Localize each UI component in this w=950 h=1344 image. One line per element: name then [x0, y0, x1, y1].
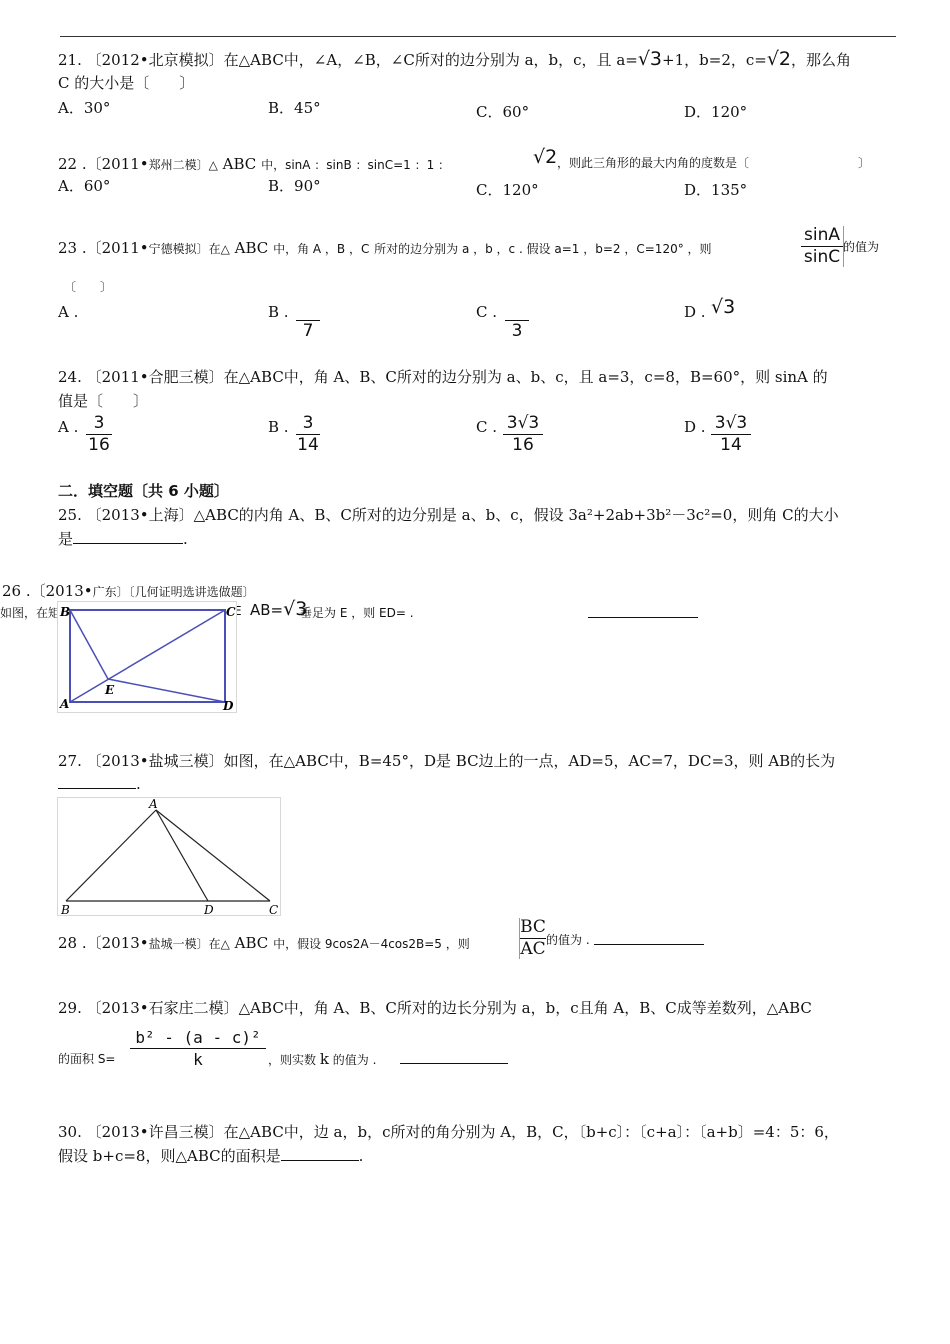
- q27-side-ac: [156, 810, 270, 901]
- q22-option-c: C．120°: [476, 181, 539, 199]
- q21-sqrt3: √3: [637, 48, 663, 70]
- q22-text-c: ABC: [222, 155, 257, 173]
- q21-option-c: C．60°: [476, 103, 530, 121]
- q23-option-c-fraction: [505, 305, 529, 341]
- q28-fraction-den: AC: [520, 939, 546, 959]
- q23-fraction-num: sinA: [804, 225, 840, 245]
- q29-line2-rest: [268, 1050, 376, 1068]
- q26-answer-blank[interactable]: [588, 603, 698, 618]
- q21-text-b: +1，b=2，c=: [662, 51, 767, 69]
- q24-option-d-num: 3√3: [714, 413, 748, 433]
- q21-sqrt2: √2: [766, 48, 792, 70]
- q23-option-c-num: [505, 305, 529, 319]
- q23-option-b-num: [296, 305, 320, 319]
- q23-option-c: C .: [476, 303, 498, 321]
- q22-option-d: D．135°: [684, 181, 748, 199]
- q23-option-b: B .: [268, 303, 289, 321]
- q28-bc-ac-fraction: [519, 918, 546, 959]
- q25-text-a: 是: [58, 530, 74, 548]
- q24-option-a-num: 3: [93, 413, 105, 433]
- q28-text-e: 的值为 .: [546, 933, 590, 947]
- q26-text-b: 广东〕〔几何证明选讲选做题〕: [92, 585, 255, 599]
- q21-option-d: D．120°: [684, 103, 748, 121]
- q26-label-b: B: [60, 605, 71, 619]
- q28-text-d: 中，假设 9cos2A－4cos2B=5 ，则: [273, 937, 470, 951]
- section-title: 二．填空题〔共 6 小题〕: [58, 482, 229, 500]
- q26-label-a: A: [60, 697, 70, 711]
- q25-answer-blank[interactable]: [73, 529, 183, 544]
- q27-line2: [58, 774, 141, 793]
- q23-text-f: 的值为: [843, 240, 880, 254]
- q23-text-d: 中，角 A ，B ，C: [273, 242, 370, 256]
- q24-option-c-den: 16: [512, 435, 534, 455]
- q23-fraction-den: sinC: [803, 247, 841, 267]
- q28-fraction-num: BC: [520, 917, 546, 937]
- q27-segment-ad: [156, 810, 208, 901]
- q22-text-d: 中，sinA ：sinB ：sinC=1 ：1 ：: [261, 158, 451, 172]
- q27-label-a: A: [149, 797, 158, 811]
- q28-text-a: 28 .〔2013•: [58, 934, 149, 952]
- q27-label-c: C: [269, 903, 279, 916]
- q30-answer-blank[interactable]: [281, 1146, 359, 1161]
- q29-line1: 29. 〔2013•石家庄二模〕△ABC中，角 A、B、C所对的边长分别为 a，b，c且角 A，B、C成等差数列，△ABC: [58, 999, 812, 1017]
- q22-line1: [58, 153, 450, 174]
- q24-option-a-fraction: [86, 414, 112, 455]
- q24-line1: 24. 〔2011•合肥三模〕在△ABC中，角 A、B、C所对的边分别为 a、b、c，且 a=3，c=8，B=60°，则 sinA 的: [58, 368, 828, 386]
- q26-line2-start: 如图，在矩: [0, 606, 61, 620]
- q26-diagonal-ac: [70, 610, 225, 702]
- q22-text-a: 22 .〔2011•: [58, 155, 149, 173]
- q29-fraction-bar: [130, 1048, 266, 1049]
- q28-answer-blank[interactable]: [594, 930, 704, 945]
- q22-option-b: B．90°: [268, 177, 321, 195]
- q29-fraction-num: b² - (a - c)²: [135, 1028, 261, 1047]
- q21-line1: [58, 48, 851, 70]
- q27-text-end: .: [136, 775, 141, 793]
- q23-option-d: D .: [684, 303, 706, 321]
- q26-text-a: 26 .〔2013•: [2, 582, 93, 600]
- q23-option-d-value: √3: [711, 296, 736, 318]
- q26-rectangle-figure: [57, 601, 237, 713]
- q27-label-b: B: [61, 903, 70, 916]
- q24-option-d: D .: [684, 418, 706, 436]
- q30-line1: 30. 〔2013•许昌三模〕在△ABC中，边 a，b，c所对的角分别为 A，B，C，〔b+c〕：〔c+a〕：〔a+b〕=4：5：6，: [58, 1123, 839, 1141]
- q30-text-b: .: [358, 1147, 364, 1165]
- q27-answer-blank[interactable]: [58, 774, 136, 789]
- q26-line1: [2, 580, 255, 601]
- q30-text-a: 假设 b+c=8，则△ABC的面积是: [58, 1147, 281, 1165]
- q24-option-a-den: 16: [88, 435, 110, 455]
- q24-option-c: C .: [476, 418, 498, 436]
- q29-fraction-den: k: [193, 1050, 203, 1069]
- q24-option-c-fraction: [503, 414, 543, 455]
- q26-ab-label: AB=: [250, 601, 284, 619]
- q26-segment-be: [70, 610, 108, 679]
- q23-text-a: 23 .〔2011•: [58, 239, 149, 257]
- q21-option-a: A．30°: [58, 99, 111, 117]
- q30-line2: [58, 1145, 363, 1166]
- q23-text-b: 宁德模拟〕在△: [148, 242, 230, 256]
- q27-triangle-figure: [57, 797, 281, 916]
- q26-segment-ed: [108, 679, 225, 702]
- q26-line2-e: E: [234, 604, 242, 618]
- q28-text-b: 盐城一模〕在△: [148, 937, 230, 951]
- q29-text-a: 的面积 S=: [58, 1052, 116, 1066]
- q25-text-b: .: [183, 530, 188, 548]
- q24-line2: 值是〔 〕: [58, 392, 149, 410]
- q22-text-b: 郑州二模〕△: [148, 158, 218, 172]
- q29-area-fraction: [130, 1028, 266, 1069]
- q23-option-b-den: 7: [302, 321, 314, 341]
- q29-text-k: k: [319, 1050, 329, 1068]
- header-rule: [60, 36, 896, 37]
- q29-answer-blank[interactable]: [400, 1049, 508, 1064]
- q26-line2-end: 垂足为 E ，则 ED= .: [300, 606, 414, 620]
- q23-line1: [58, 237, 712, 258]
- q24-option-c-num: 3√3: [506, 413, 540, 433]
- q24-option-b-den: 14: [297, 435, 319, 455]
- q23-option-b-fraction: [296, 305, 320, 341]
- q22-text-f: 〕: [858, 156, 871, 170]
- q23-option-c-den: 3: [511, 321, 523, 341]
- q26-label-d: D: [223, 699, 234, 713]
- q23-text-c: ABC: [234, 239, 269, 257]
- q23-sin-fraction: [801, 226, 844, 267]
- q22-option-a: A．60°: [58, 177, 111, 195]
- q24-option-b-fraction: [296, 414, 320, 455]
- q21-text-c: ，那么角: [791, 51, 852, 69]
- q26-label-e: E: [105, 683, 115, 697]
- q24-option-d-fraction: [711, 414, 751, 455]
- q24-option-b: B .: [268, 418, 289, 436]
- q28-text-c: ABC: [234, 934, 269, 952]
- q27-line1: 27. 〔2013•盐城三模〕如图，在△ABC中，B=45°，D是 BC边上的一点，AD=5，AC=7，DC=3，则 AB的长为: [58, 752, 836, 770]
- q24-option-a: A .: [58, 418, 79, 436]
- q22-sqrt2: √2: [533, 146, 558, 168]
- q23-option-a: A .: [58, 303, 79, 321]
- q21-text-a: 21. 〔2012•北京模拟〕在△ABC中，∠A，∠B，∠C所对的边分别为 a，b，c，且 a=: [58, 51, 638, 69]
- q23-line2: 〔 〕: [64, 280, 113, 294]
- q25-line1: 25. 〔2013•上海〕△ABC的内角 A、B、C所对的边分别是 a、b、c，假设 3a²+2ab+3b²－3c²=0，则角 C的大小: [58, 506, 839, 524]
- q23-text-e: 所对的边分别为 a ，b ，c . 假设 a=1 ，b=2 ，C=120° ，则: [374, 242, 712, 256]
- q28-line1: [58, 932, 470, 953]
- q24-option-b-num: 3: [302, 413, 314, 433]
- q26-label-c: C: [226, 605, 236, 619]
- q21-option-b: B．45°: [268, 99, 321, 117]
- q26-ab-expr: [250, 598, 307, 620]
- q26-ab-sqrt: √3: [283, 598, 308, 620]
- q24-option-d-den: 14: [720, 435, 742, 455]
- q21-line2: C 的大小是〔 〕: [58, 74, 195, 92]
- q29-text-b: ，则实数: [268, 1053, 317, 1067]
- q27-side-ab: [66, 810, 156, 901]
- q29-text-d: 的值为 .: [332, 1053, 377, 1067]
- q25-line2: [58, 528, 188, 549]
- q22-text-e: ，则此三角形的最大内角的度数是〔: [557, 156, 750, 170]
- q27-label-d: D: [204, 903, 214, 916]
